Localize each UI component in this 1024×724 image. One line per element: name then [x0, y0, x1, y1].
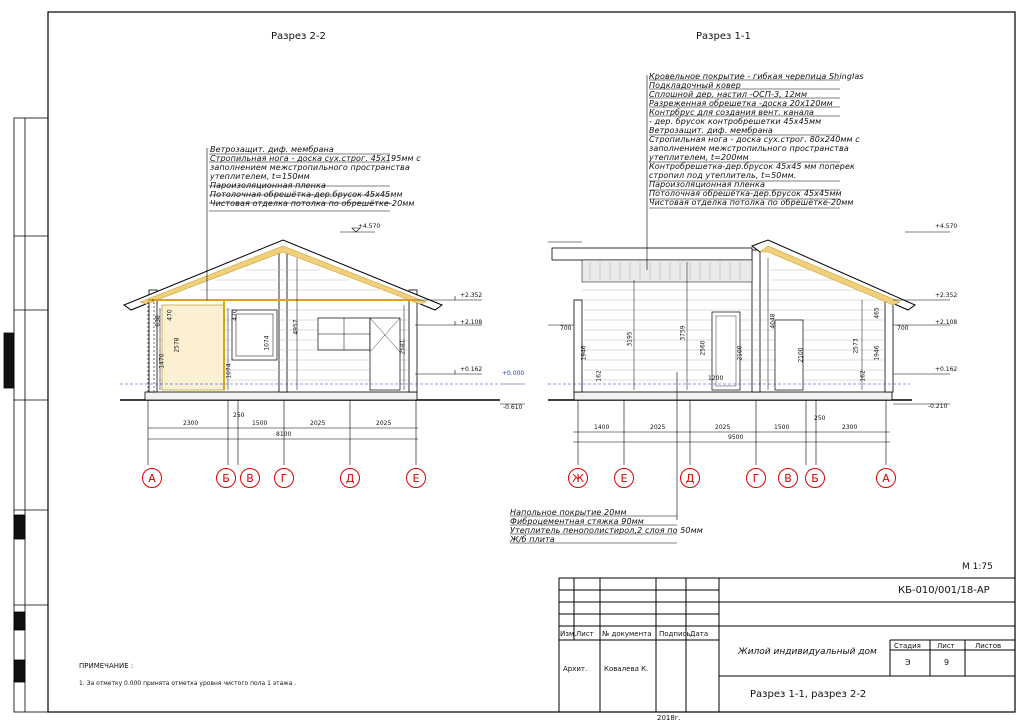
- dim-label: 2300: [842, 424, 858, 431]
- tb-role: Архит.: [563, 665, 588, 673]
- sheet-title: Разрез 1-1, разрез 2-2: [750, 689, 867, 700]
- tb-sheet-label: Лист: [937, 642, 955, 650]
- note: заполнением межстропильного пространства: [649, 144, 849, 153]
- dim-label: 250: [814, 415, 826, 422]
- level-mark: +0.000: [502, 370, 525, 377]
- axis-marker: Д: [340, 468, 360, 488]
- height-dim: 1470: [158, 353, 166, 369]
- height-dim: 4957: [292, 319, 300, 335]
- axis-marker: В: [240, 468, 260, 488]
- level-mark: +4.570: [935, 223, 958, 230]
- height-dim: 2560: [699, 340, 707, 356]
- note: Напольное покрытие 20мм: [510, 508, 627, 517]
- left-stamp-strip: [4, 118, 48, 712]
- scale-label: М 1:75: [962, 562, 993, 572]
- height-dim: 1074: [263, 335, 271, 351]
- height-dim: 1074: [225, 363, 233, 379]
- note: Фиброцементная стяжка 90мм: [510, 517, 644, 526]
- level-mark: -0.610: [503, 404, 523, 411]
- note: Подкладочный ковер: [649, 81, 741, 90]
- level-mark: +2.352: [460, 292, 483, 299]
- level-mark: +0.162: [935, 366, 958, 373]
- note: Потолочная обрешётка-дер.брусок 45х45мм: [210, 190, 403, 199]
- height-dim: 2100: [736, 345, 744, 361]
- dim-total: 9500: [728, 434, 744, 441]
- note: Контрбрус для создания вент. канала: [649, 108, 814, 117]
- dim-label: 1500: [774, 424, 790, 431]
- remark-title: ПРИМЕЧАНИЕ :: [79, 662, 134, 670]
- level-mark: +2.352: [935, 292, 958, 299]
- note: - дер. брусок контробрешетки 45х45мм: [649, 117, 822, 126]
- height-dim: 1946: [873, 345, 881, 361]
- level-mark: +2.108: [460, 319, 483, 326]
- axis-marker: Е: [406, 468, 426, 488]
- tb-author: Ковалева К.: [604, 665, 649, 673]
- tb-stage: Э: [905, 658, 911, 667]
- dim-label: 250: [233, 412, 245, 419]
- note: Контробрешетка-дер.брусок 45х45 мм поперек: [649, 162, 855, 171]
- tb-header: Дата: [690, 630, 709, 638]
- note: Разреженная обрешетка -доска 20х120мм: [649, 99, 833, 108]
- height-dim: 162: [859, 370, 867, 382]
- tb-year: 2018г.: [657, 714, 681, 722]
- note: заполнением межстропильного пространства: [210, 163, 410, 172]
- height-dim: 162: [595, 370, 603, 382]
- height-dim: 1200: [708, 375, 724, 382]
- note: Утеплитель пенополистирол,2 слоя по 50мм: [510, 526, 703, 535]
- note: Потолочная обрешётка-дер.брусок 45х45мм: [649, 189, 842, 198]
- note: Кровельное покрытие - гибкая черепица Shinglas: [649, 72, 864, 81]
- height-dim: 700: [897, 325, 909, 332]
- project-name: Жилой индивидуальный дом: [738, 647, 877, 657]
- axis-marker: Е: [614, 468, 634, 488]
- tb-stage-label: Стадия: [894, 642, 921, 650]
- height-dim: 2581: [399, 339, 407, 355]
- dim-label: 2025: [310, 420, 326, 427]
- note: Стропильная нога - доска сух.строг. 45х195мм с: [210, 154, 421, 163]
- height-dim: 465: [873, 307, 881, 319]
- note: Ж/б плита: [510, 535, 555, 544]
- tb-header: Подпись: [659, 630, 691, 638]
- height-dim: 700: [560, 325, 572, 332]
- tb-header: Лист: [576, 630, 594, 638]
- axis-marker: Д: [680, 468, 700, 488]
- height-dim: 2573: [852, 338, 860, 354]
- tb-sheets-label: Листов: [975, 642, 1002, 650]
- note: Чистовая отделка потолка по обрешётке-20мм: [210, 199, 415, 208]
- height-dim: 1946: [580, 345, 588, 361]
- note: утеплителем, t=200мм: [649, 153, 749, 162]
- drawing-code: КБ-010/001/18-АР: [898, 585, 990, 596]
- height-dim: 2578: [173, 337, 181, 353]
- tb-header: Изм.: [560, 630, 577, 638]
- axis-marker: А: [876, 468, 896, 488]
- height-dim: 3195: [626, 331, 634, 347]
- dim-label: 2025: [715, 424, 731, 431]
- dim-label: 2025: [376, 420, 392, 427]
- axis-marker: Г: [274, 468, 294, 488]
- axis-marker: Б: [216, 468, 236, 488]
- note: Ветрозащит. диф. мембрана: [210, 145, 334, 154]
- axis-marker: Ж: [568, 468, 588, 488]
- axis-marker: В: [778, 468, 798, 488]
- height-dim: 470: [231, 309, 239, 321]
- section-2-2-title: Разрез 2-2: [271, 31, 326, 42]
- height-dim: 470: [166, 309, 174, 321]
- height-dim: 2100: [797, 347, 805, 363]
- height-dim: 3759: [679, 325, 687, 341]
- dim-label: 1500: [252, 420, 268, 427]
- note: Пароизоляционная пленка: [649, 180, 765, 189]
- note: Ветрозащит. диф. мембрана: [649, 126, 773, 135]
- note: стропил под утеплитель, t=50мм.: [649, 171, 797, 180]
- tb-sheet: 9: [944, 658, 950, 667]
- dim-label: 2025: [650, 424, 666, 431]
- note: утеплителем, t=150мм: [210, 172, 310, 181]
- note: Стропильная нога - доска сух.строг. 80х240мм с: [649, 135, 860, 144]
- level-mark: -0.210: [928, 403, 948, 410]
- dim-label: 2300: [183, 420, 199, 427]
- section-1-1-title: Разрез 1-1: [696, 31, 751, 42]
- note: Сплошной дер. настил -ОСП-3, 12мм: [649, 90, 808, 99]
- level-mark: +2.108: [935, 319, 958, 326]
- remark-text: 1. За отметку 0.000 принята отметка уровня чистого пола 1 этажа .: [79, 680, 297, 687]
- level-mark: +4.570: [358, 223, 381, 230]
- note: Чистовая отделка потолка по обрешётке-20мм: [649, 198, 854, 207]
- axis-marker: А: [142, 468, 162, 488]
- height-dim: 638: [154, 315, 162, 327]
- note: Пароизоляционная пленка: [210, 181, 326, 190]
- height-dim: 4048: [769, 313, 777, 329]
- tb-header: № документа: [602, 630, 652, 638]
- level-mark: +0.162: [460, 366, 483, 373]
- dim-label: 1400: [594, 424, 610, 431]
- axis-marker: Г: [746, 468, 766, 488]
- dim-total: 8100: [276, 431, 292, 438]
- axis-marker: Б: [805, 468, 825, 488]
